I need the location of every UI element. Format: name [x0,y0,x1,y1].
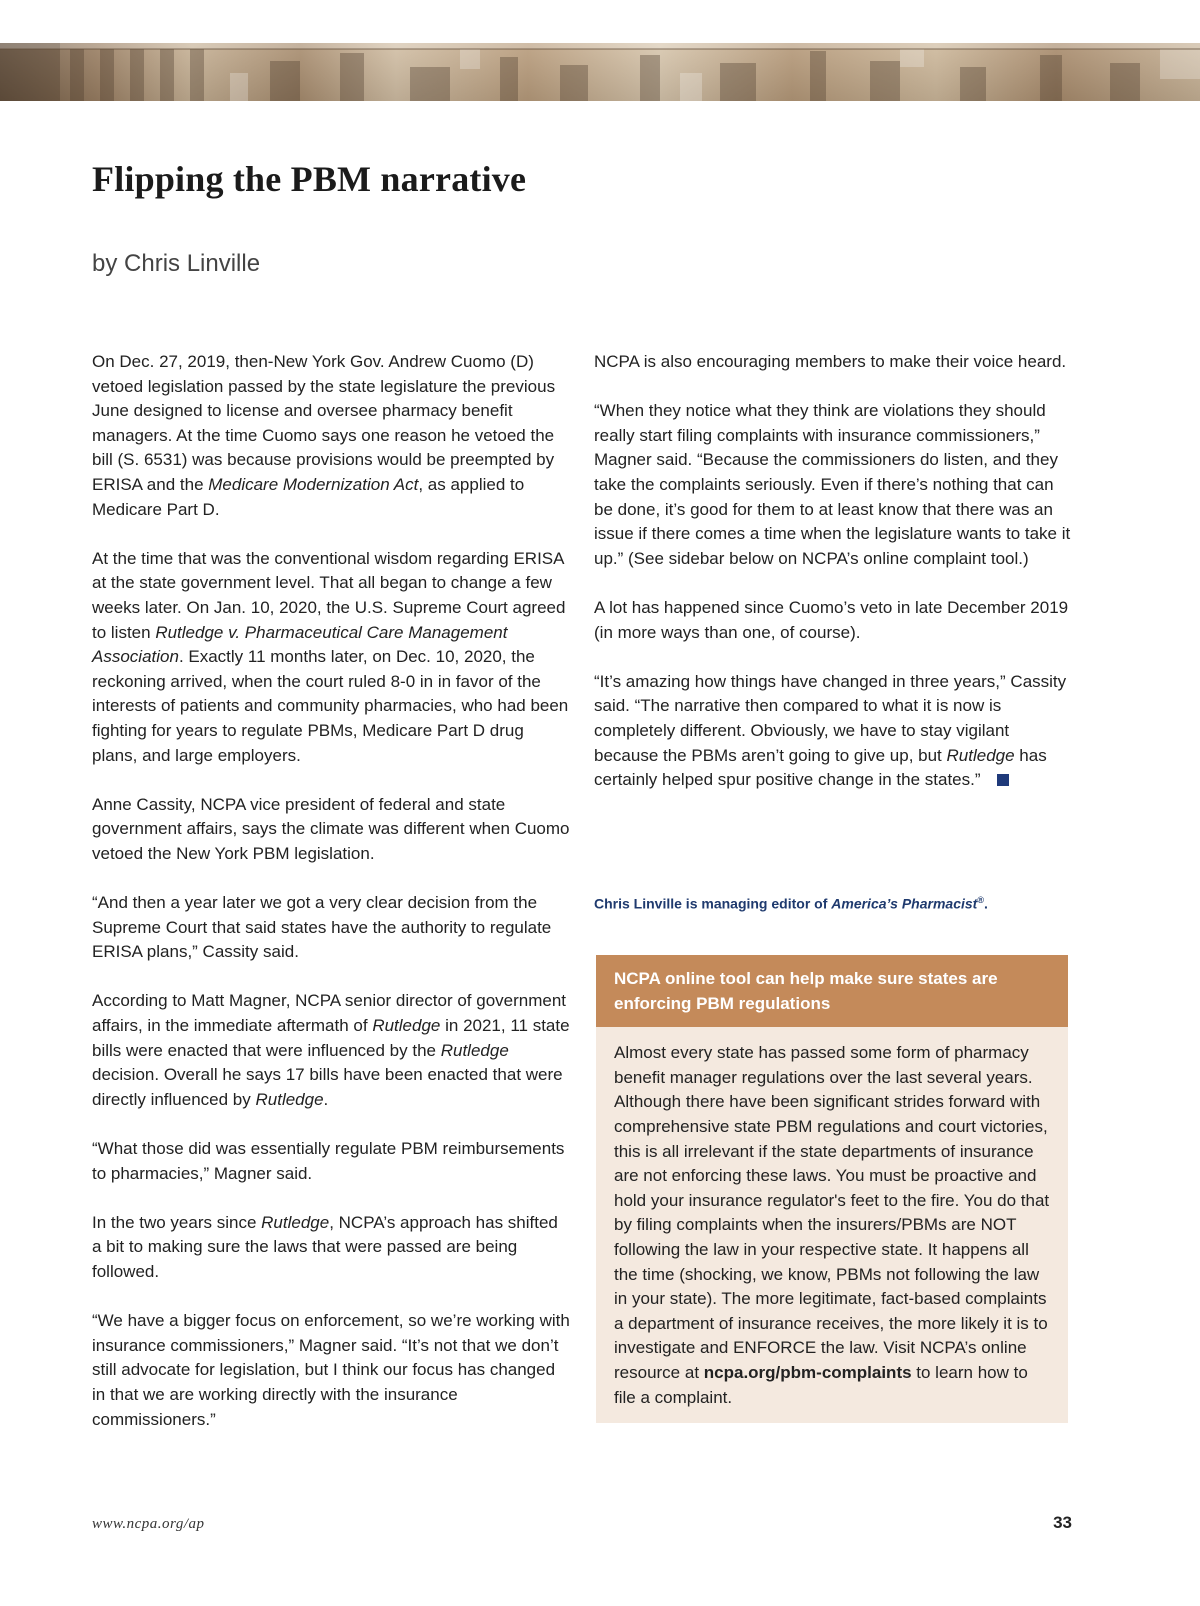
paragraph: “When they notice what they think are violations they should really start filing complaints with insurance commissioners,” Magner said. “Because the commissioners do listen, and they take the complaints seriously. Even if there’s nothing that can be done, it’s good for them to at least know that there was an issue if there comes a time when the legislature wants to take it up.” (See sidebar below on NCPA’s online complaint tool.) [594,401,1071,568]
italic-case-name: Rutledge [255,1089,324,1109]
article-byline: by Chris Linville [92,250,261,277]
paragraph: “We have a bigger focus on enforcement, so we’re working with insurance commissioners,” Magner said. “It’s not that we don’t still advocate for legislation, but I think our focus has changed in that we are working directly with the insurance commissioners.” [92,1311,570,1429]
italic-publication-name: America’s Pharmacist [831,895,978,912]
credit-text: Chris Linville is managing editor of [594,895,832,912]
left-column [92,350,572,1432]
paragraph: A lot has happened since Cuomo’s veto in late December 2019 (in more ways than one, of course). [594,597,1069,642]
sidebar-text: to learn how to file a complaint. [614,1362,1028,1407]
sidebar-heading: NCPA online tool can help make sure states are enforcing PBM regulations [596,955,1068,1027]
paragraph-text: At the time that was the conventional wisdom regarding ERISA at the state government level. That all began to change a few weeks later. On Jan. 10, 2020, the U.S. Supreme Court agreed to listen [92,548,566,642]
paragraph-text: decision. Overall he says 17 bills have been enacted that were directly influenced by [92,1065,563,1109]
paragraph [92,547,572,768]
paragraph: “What those did was essentially regulate PBM reimbursements to pharmacies,” Magner said. [92,1139,565,1183]
article-title: Flipping the PBM narrative [92,159,527,199]
italic-case-name: Rutledge [440,1040,509,1060]
square-end-mark-icon [997,774,1009,786]
complaints-link[interactable]: ncpa.org/pbm-complaints [703,1362,912,1382]
paragraph: NCPA is also encouraging members to make their voice heard. [594,352,1067,371]
footer-url: www.ncpa.org/ap [92,1516,205,1532]
paragraph-text: “It’s amazing how things have changed in three years,” Cassity said. “The narrative then compared to what it is now is completely different. Obviously, we have to stay vigilant because the PBMs aren’t going to give up, but [594,671,1067,765]
italic-case-name: Rutledge [372,1016,441,1036]
paragraph-text: In the two years since [92,1212,262,1232]
paragraph-text: . Exactly 11 months later, on Dec. 10, 2020, the reckoning arrived, when the court ruled 8-0 in in favor of the interests of patients and community pharmacies, who had been fighting for years to regulate PBMs, Medicare Part D drug plans, and large employers. [92,647,569,765]
paragraph-text: . [323,1089,329,1109]
paragraph-text: in 2021, 11 state bills were enacted that were influenced by the [92,1016,570,1060]
paragraph: “And then a year later we got a very clear decision from the Supreme Court that said states have the authority to regulate ERISA plans,” Cassity said. [92,893,552,962]
paragraph-text: , NCPA’s approach has shifted a bit to making sure the laws that were passed are being followed. [92,1212,558,1281]
italic-case-name: Rutledge v. Pharmaceutical Care Management Association [92,622,508,667]
author-credit [594,895,988,912]
paragraph [92,989,572,1112]
paragraph: Anne Cassity, NCPA vice president of federal and state government affairs, says the climate was different when Cuomo vetoed the New York PBM legislation. [92,794,570,863]
registered-mark: ® [977,895,984,905]
paragraph [594,670,1074,793]
credit-text: . [983,895,988,912]
paragraph-text: According to Matt Magner, NCPA senior director of government affairs, in the immediate aftermath of [92,991,567,1036]
page-number: 33 [1053,1513,1072,1532]
paragraph-text: , as applied to Medicare Part D. [92,474,525,519]
paragraph [92,350,572,522]
right-column [594,350,1074,793]
paragraph [92,1211,572,1285]
italic-case-name: Rutledge [946,745,1015,765]
header-banner-image [0,43,1200,101]
sidebar-box [596,955,1068,1423]
sidebar-text: Almost every state has passed some form of pharmacy benefit manager regulations over the last several years. Although there have been significant strides forward with comprehensive state PBM regulations and court victories, this is all irrelevant if the state departments of insurance are not enforcing these laws. You must be proactive and hold your insurance regulator's feet to the fire. You do that by filing complaints when the insurers/PBMs are NOT following the law in your respective state. It happens all the time (shocking, we know, PBMs not following the law in your state). The more legitimate, fact-based complaints a department of insurance receives, the more likely it is to investigate and ENFORCE the law. Visit NCPA’s online resource at [614,1043,1050,1382]
italic-case-name: Rutledge [261,1212,330,1232]
italic-title: Medicare Modernization Act [208,474,419,494]
sidebar-body [596,1027,1068,1423]
paragraph-text: has certainly helped spur positive change in the states.” [594,745,1047,790]
paragraph-text: On Dec. 27, 2019, then-New York Gov. Andrew Cuomo (D) vetoed legislation passed by the state legislature the previous June designed to license and oversee pharmacy benefit managers. At the time Cuomo says one reason he vetoed the bill (S. 6531) was because provisions would be preempted by ERISA and the [92,352,556,494]
